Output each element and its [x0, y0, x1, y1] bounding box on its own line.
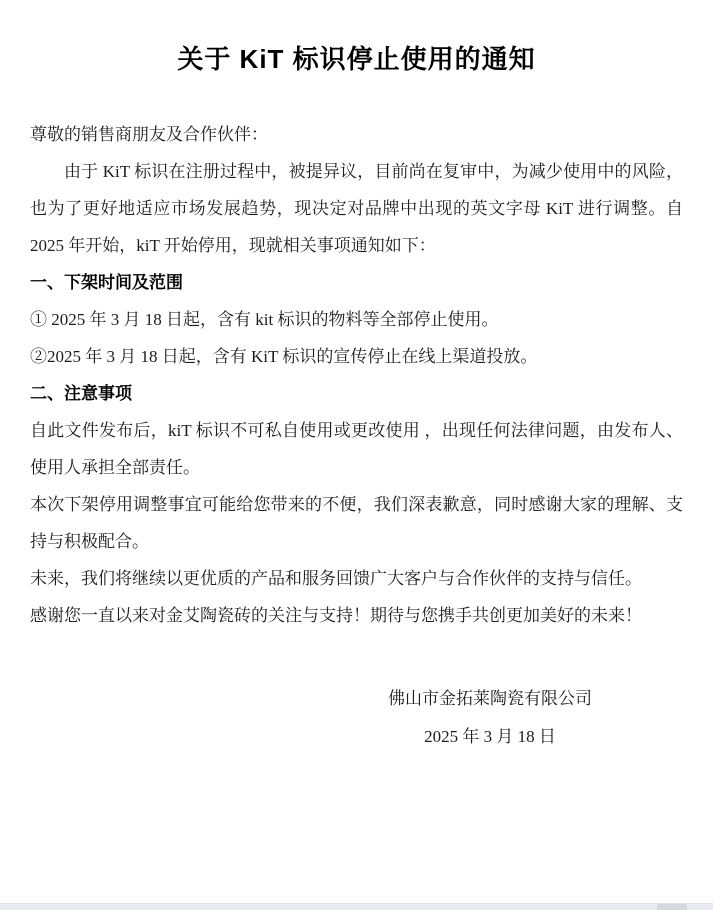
salutation-line: 尊敬的销售商朋友及合作伙伴： [30, 125, 268, 144]
section-2-paragraph-4: 感谢您一直以来对金艾陶瓷砖的关注与支持！期待与您携手共创更加美好的未来！ [30, 606, 642, 625]
section-1-item-1: ① 2025 年 3 月 18 日起，含有 kit 标识的物料等全部停止使用。 [30, 310, 499, 329]
intro-paragraph: 由于 KiT 标识在注册过程中，被提异议，目前尚在复审中，为减少使用中的风险，也为了更好地适应市场发展趋势，现决定对品牌中出现的英文字母 KiT 进行调整。自 2025 年开始，kiT 开始停用，现就相关事项通知如下： [30, 162, 683, 255]
section-1-heading: 一、下架时间及范围 [30, 273, 183, 292]
signature-company: 佛山市金拓莱陶瓷有限公司 [388, 689, 592, 708]
taskbar-sliver[interactable] [0, 903, 713, 910]
tray-icon-sliver [657, 904, 687, 910]
section-1-item-2: ②2025 年 3 月 18 日起，含有 KiT 标识的宣传停止在线上渠道投放。 [30, 347, 538, 366]
notice-document [0, 42, 713, 756]
signature-date: 2025 年 3 月 18 日 [424, 727, 556, 746]
page-title: 关于 KiT 标识停止使用的通知 [177, 44, 536, 74]
section-2-paragraph-1: 自此文件发布后，kiT 标识不可私自使用或更改使用 ，出现任何法律问题，由发布人、使用人承担全部责任。 [30, 421, 683, 477]
section-2-paragraph-2: 本次下架停用调整事宜可能给您带来的不便，我们深表歉意，同时感谢大家的理解、支持与积极配合。 [30, 495, 683, 551]
section-2-heading: 二、注意事项 [30, 384, 132, 403]
signature-block [350, 680, 630, 756]
section-2-paragraph-3: 未来，我们将继续以更优质的产品和服务回馈广大客户与合作伙伴的支持与信任。 [30, 569, 642, 588]
